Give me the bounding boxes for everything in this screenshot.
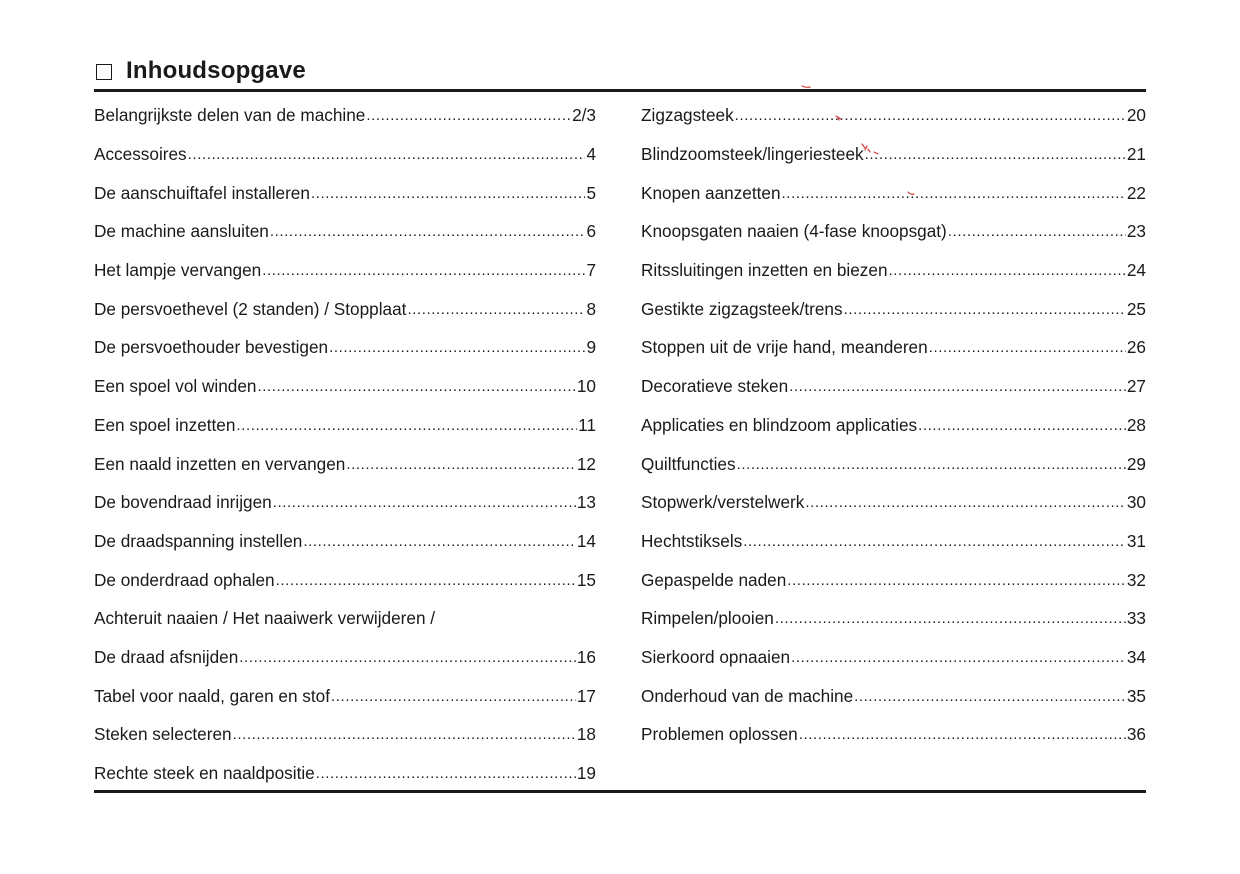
toc-entry-title: Hechtstiksels	[641, 530, 743, 551]
toc-entry	[94, 173, 596, 212]
dot-leader	[791, 646, 1126, 668]
toc-entry-page: 11	[578, 414, 596, 435]
toc-column-left	[94, 96, 596, 792]
toc-entry-title: Ritssluitingen inzetten en biezen	[641, 260, 888, 281]
toc-entry-title: Problemen oplossen	[641, 724, 798, 745]
toc-entry-page: 9	[586, 337, 596, 358]
toc-entry-title: Een spoel inzetten	[94, 414, 236, 435]
dot-leader	[407, 298, 585, 320]
dot-leader	[311, 182, 586, 204]
toc-entry-title: Rimpelen/plooien	[641, 608, 774, 629]
toc-entry-page: 6	[586, 221, 596, 242]
toc-entry-page: 27	[1126, 376, 1146, 397]
dot-leader	[948, 220, 1126, 242]
toc-entry	[641, 96, 1146, 135]
toc-entry-title: Gestikte zigzagsteek/trens	[641, 298, 843, 319]
dot-leader	[799, 723, 1126, 745]
toc-entry	[641, 483, 1146, 522]
toc-entry-title: Knoopsgaten naaien (4-fase knoopsgat)	[641, 221, 947, 242]
toc-entry-title: Rechte steek en naaldpositie	[94, 763, 315, 784]
dot-leader	[782, 182, 1126, 204]
toc-entry-title: Accessoires	[94, 144, 187, 165]
toc-entry-page: 35	[1126, 685, 1146, 706]
toc-entry	[641, 406, 1146, 445]
toc-entry	[94, 754, 596, 793]
toc-entry-title: Zigzagsteek	[641, 105, 734, 126]
toc-entry-page: 2/3	[572, 105, 596, 126]
toc-entry-page: 21	[1126, 144, 1146, 165]
dot-leader	[918, 414, 1126, 436]
toc-entry	[94, 251, 596, 290]
toc-page	[94, 0, 1146, 874]
toc-entry	[641, 715, 1146, 754]
toc-entry-title: Quiltfuncties	[641, 453, 736, 474]
toc-entry-page: 14	[576, 530, 596, 551]
toc-entry-title: De onderdraad ophalen	[94, 569, 275, 590]
dot-leader	[276, 569, 576, 591]
toc-entry	[641, 328, 1146, 367]
toc-entry-page: 20	[1126, 105, 1146, 126]
toc-entry-title: Belangrijkste delen van de machine	[94, 105, 366, 126]
toc-entry	[641, 173, 1146, 212]
dot-leader	[787, 569, 1126, 591]
toc-entry	[94, 715, 596, 754]
dot-leader	[844, 298, 1126, 320]
dot-leader	[316, 762, 576, 784]
toc-entry-page: 15	[576, 569, 596, 590]
toc-entry	[94, 328, 596, 367]
toc-entry-title: De aanschuiftafel installeren	[94, 182, 310, 203]
toc-entry-title: Achteruit naaien / Het naaiwerk verwijderen /	[94, 608, 436, 629]
toc-entry	[94, 599, 596, 638]
bottom-divider	[94, 790, 1146, 793]
dot-leader	[329, 336, 585, 358]
toc-entry-page: 4	[586, 144, 596, 165]
toc-entry	[641, 560, 1146, 599]
toc-entry-title: De persvoethouder bevestigen	[94, 337, 329, 358]
toc-entry-title: Een spoel vol winden	[94, 376, 257, 397]
dot-leader	[929, 336, 1126, 358]
toc-entry	[641, 367, 1146, 406]
toc-entry-page: 28	[1126, 414, 1146, 435]
toc-entry-page: 33	[1126, 608, 1146, 629]
toc-entry-page: 26	[1126, 337, 1146, 358]
dot-leader	[775, 607, 1126, 629]
toc-entry	[94, 483, 596, 522]
toc-entry-page: 32	[1126, 569, 1146, 590]
dot-leader	[188, 143, 586, 165]
toc-entry	[641, 289, 1146, 328]
dot-leader	[789, 375, 1126, 397]
toc-entry-page: 23	[1126, 221, 1146, 242]
toc-entry-title: Blindzoomsteek/lingeriesteek	[641, 144, 864, 165]
toc-entry-page: 31	[1126, 530, 1146, 551]
dot-leader	[346, 453, 576, 475]
dot-leader	[233, 723, 576, 745]
toc-entry-title: Stoppen uit de vrije hand, meanderen	[641, 337, 928, 358]
toc-column-right	[641, 96, 1146, 754]
toc-entry-title: Het lampje vervangen	[94, 260, 262, 281]
dot-leader	[236, 414, 577, 436]
toc-entry-title: Tabel voor naald, garen en stof	[94, 685, 331, 706]
toc-entry	[641, 676, 1146, 715]
toc-entry-page: 13	[576, 492, 596, 513]
toc-entry	[641, 444, 1146, 483]
toc-entry	[641, 135, 1146, 174]
toc-entry	[94, 406, 596, 445]
toc-entry	[94, 560, 596, 599]
toc-entry-page: 7	[586, 260, 596, 281]
toc-entry	[94, 444, 596, 483]
toc-entry-page: 10	[576, 376, 596, 397]
dot-leader	[270, 220, 586, 242]
toc-entry-page: 19	[576, 763, 596, 784]
dot-leader	[735, 104, 1126, 126]
toc-entry-page: 17	[576, 685, 596, 706]
toc-entry-title: De draadspanning instellen	[94, 530, 303, 551]
toc-entry	[641, 599, 1146, 638]
toc-entry-title: Steken selecteren	[94, 724, 232, 745]
toc-entry-title: Applicaties en blindzoom applicaties	[641, 414, 918, 435]
toc-entry	[94, 676, 596, 715]
toc-entry-page: 24	[1126, 260, 1146, 281]
toc-entry-title: De persvoethevel (2 standen) / Stopplaat	[94, 298, 407, 319]
dot-leader	[366, 104, 571, 126]
toc-header	[94, 52, 1146, 90]
dot-leader	[743, 530, 1126, 552]
toc-entry-title: De bovendraad inrijgen	[94, 492, 272, 513]
dot-leader	[262, 259, 585, 281]
toc-entry-title: De machine aansluiten	[94, 221, 269, 242]
dot-leader	[331, 685, 576, 707]
top-divider	[94, 89, 1146, 92]
toc-entry-title: Een naald inzetten en vervangen	[94, 453, 346, 474]
toc-entry	[94, 96, 596, 135]
page-title: Inhoudsopgave	[126, 57, 306, 84]
toc-entry-page: 30	[1126, 492, 1146, 513]
toc-entry-page: 18	[576, 724, 596, 745]
toc-entry-page: 8	[586, 298, 596, 319]
dot-leader	[303, 530, 576, 552]
toc-entry-title: De draad afsnijden	[94, 646, 239, 667]
dot-leader	[854, 685, 1126, 707]
toc-entry-page: 22	[1126, 182, 1146, 203]
toc-entry-title: Onderhoud van de machine	[641, 685, 854, 706]
toc-entry-title: Decoratieve steken	[641, 376, 789, 397]
toc-entry-page: 36	[1126, 724, 1146, 745]
toc-entry	[94, 367, 596, 406]
toc-entry-title: Stopwerk/verstelwerk	[641, 492, 805, 513]
toc-entry	[641, 522, 1146, 561]
checkbox-icon	[96, 64, 112, 80]
toc-entry	[94, 522, 596, 561]
toc-entry-page: 34	[1126, 646, 1146, 667]
toc-entry-page: 16	[576, 646, 596, 667]
dot-leader	[239, 646, 576, 668]
toc-entry-title: Sierkoord opnaaien	[641, 646, 791, 667]
dot-leader	[805, 491, 1126, 513]
dot-leader	[737, 453, 1126, 475]
toc-entry-title: Gepaspelde naden	[641, 569, 787, 590]
dot-leader	[865, 143, 1126, 165]
toc-entry	[94, 638, 596, 677]
toc-entry-page: 25	[1126, 298, 1146, 319]
toc-entry	[641, 251, 1146, 290]
toc-entry-page: 29	[1126, 453, 1146, 474]
toc-entry-page: 12	[576, 453, 596, 474]
toc-entry-page: 5	[586, 182, 596, 203]
dot-leader	[257, 375, 575, 397]
toc-entry	[641, 638, 1146, 677]
toc-entry-title: Knopen aanzetten	[641, 182, 781, 203]
dot-leader	[889, 259, 1126, 281]
toc-entry	[94, 135, 596, 174]
toc-entry	[94, 289, 596, 328]
toc-entry	[94, 212, 596, 251]
dot-leader	[273, 491, 576, 513]
toc-entry	[641, 212, 1146, 251]
